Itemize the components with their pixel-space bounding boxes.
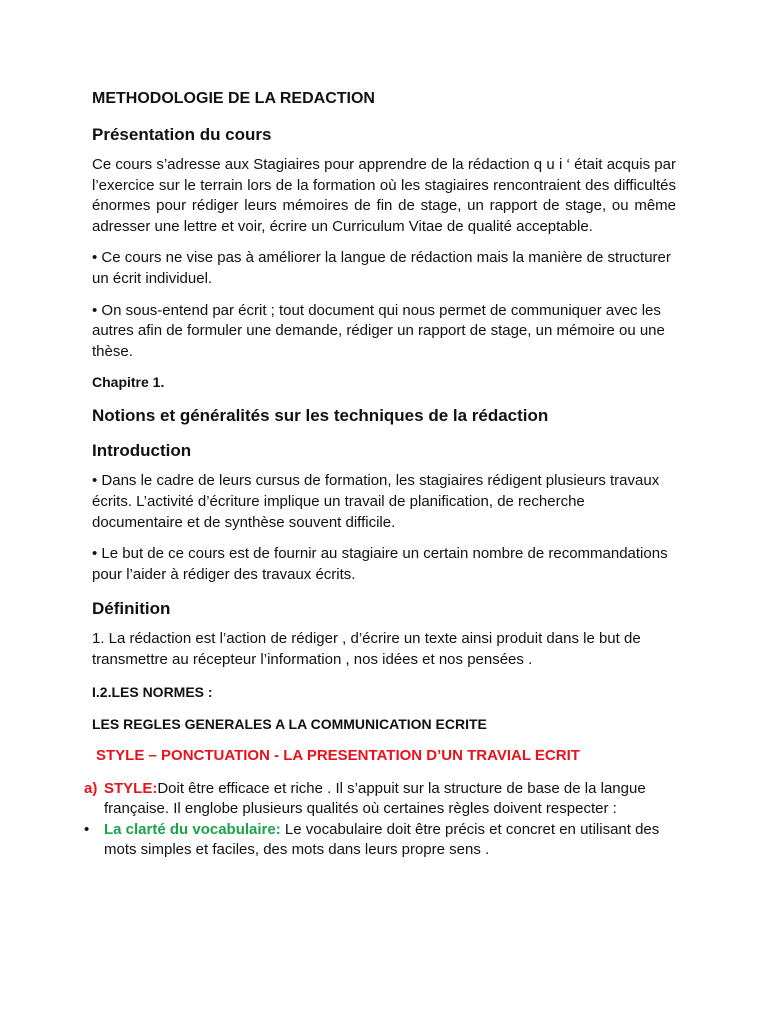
norms-subheading: LES REGLES GENERALES A LA COMMUNICATION ECRITE bbox=[92, 715, 487, 732]
style-description: Doit être efficace et riche . Il s’appuit sur la structure de base de la langue française. Il englobe plusieurs qualités où certaines règles doivent respecter : bbox=[104, 779, 646, 818]
chapter-title: Notions et généralités sur les techniques de la rédaction bbox=[92, 406, 549, 426]
clarity-description: Le vocabulaire doit être précis et concret en utilisant des mots simples et faciles, des mots dans leurs propre sens . bbox=[104, 820, 660, 859]
list-marker-a: a) bbox=[84, 779, 98, 797]
style-label: STYLE: bbox=[104, 779, 158, 797]
style-punctuation-heading: STYLE – PONCTUATION - LA PRESENTATION D’UN TRAVIAL ECRIT bbox=[96, 746, 580, 764]
definition-text: 1. La rédaction est l’action de rédiger , d’écrire un texte ainsi produit dans le but de transmettre au récepteur l’information , nos idées et nos pensées . bbox=[92, 630, 641, 668]
list-item-style-text bbox=[104, 779, 676, 820]
document-content bbox=[84, 88, 676, 861]
introduction-bullet-1: • Dans le cadre de leurs cursus de formation, les stagiaires rédigent plusieurs travaux écrits. L’activité d’écriture implique un travail de planification, de recherche documentaire et de synthèse souvent difficile. bbox=[92, 472, 660, 531]
chapter-label: Chapitre 1. bbox=[92, 374, 165, 391]
norms-heading: I.2.LES NORMES : bbox=[92, 683, 213, 700]
presentation-intro: Ce cours s’adresse aux Stagiaires pour apprendre de la rédaction q u i ‘ était acquis par l’exercice sur le terrain lors de la formation où les stagiaires rencontraient des difficultés énormes pour rédiger leurs mémoires de fin de stage, un rapport de stage, ou même adresser une lettre et voir, écrire un Curriculum Vitae de qualité acceptable. bbox=[92, 156, 676, 235]
introduction-bullet-2: • Le but de ce cours est de fournir au stagiaire un certain nombre de recommandations pour l’aider à rédiger des travaux écrits. bbox=[92, 545, 668, 583]
presentation-bullet-1: • Ce cours ne vise pas à améliorer la langue de rédaction mais la manière de structurer un écrit individuel. bbox=[92, 249, 671, 287]
bullet-icon: • bbox=[84, 820, 90, 838]
document-title: METHODOLOGIE DE LA REDACTION bbox=[92, 90, 375, 107]
list-item-clarity-text bbox=[104, 820, 676, 861]
presentation-bullet-2: • On sous-entend par écrit ; tout document qui nous permet de communiquer avec les autres afin de formuler une demande, rédiger un rapport de stage, un mémoire ou une thèse. bbox=[92, 301, 665, 360]
list-item-clarity bbox=[84, 820, 676, 861]
introduction-heading: Introduction bbox=[92, 441, 192, 461]
definition-heading: Définition bbox=[92, 599, 171, 619]
clarity-label: La clarté du vocabulaire: bbox=[104, 820, 281, 838]
presentation-heading: Présentation du cours bbox=[92, 125, 272, 144]
list-item-style bbox=[84, 779, 676, 820]
